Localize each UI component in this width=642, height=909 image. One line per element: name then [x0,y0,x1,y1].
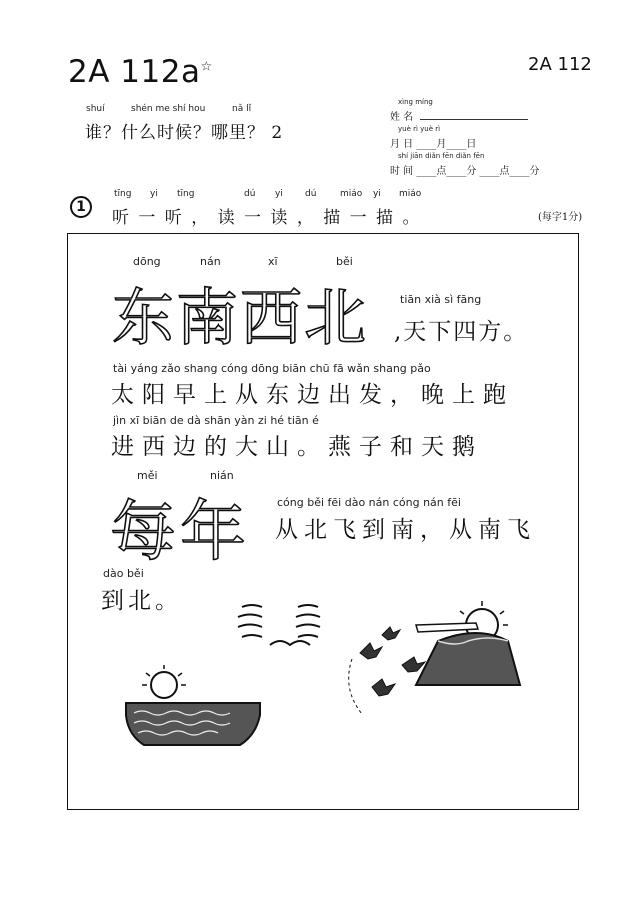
task-number-badge: 1 [70,196,92,218]
line1-pinyin: tiān xià sì fāng [400,293,482,306]
name-field[interactable] [420,119,528,120]
name-pinyin: xìng míng [398,98,433,106]
line1-text: ,天下四方。 [394,319,529,345]
mountain-icon [416,633,520,685]
trace-characters-dongnanxibei[interactable]: 东南西北 [112,281,369,354]
line5-text: 到北。 [101,588,182,614]
corner-code: 2A 112 [528,54,592,75]
time-pinyin: shí jiān diǎn fēn diǎn fēn [398,152,485,160]
scene-illustration [120,595,540,805]
worksheet-code: 2A 112a☆ [68,54,213,90]
big-pinyin-bei: běi [336,255,353,268]
task-pinyin-7: miáo [340,189,363,199]
swallow-icon [349,627,425,714]
task-pinyin-9: miáo [399,189,422,199]
task-pinyin-6: dú [305,189,317,199]
big-pinyin-xi: xī [268,255,278,268]
title-pinyin-3: nǎ lǐ [232,104,252,114]
task-pinyin-3: tīng [177,189,195,199]
geese-icon [238,605,320,645]
title-pinyin-1: shuí [86,104,105,114]
big-pinyin-nan: nán [200,255,221,268]
time-label[interactable]: 时 间 ____点____分 ____点____分 [390,166,540,177]
line4-pinyin: cóng běi fēi dào nán cóng nán fēi [277,496,461,509]
title-pinyin-2: shén me shí hou [131,104,206,114]
task-instruction: 听 一 听 ， 读 一 读 ， 描 一 描 。 [112,208,422,228]
line2-text: 太阳早上从东边出发，晚上跑 [111,382,514,408]
page-title: 谁？什么时候？哪里？ 2 [85,123,284,143]
line4-text: 从北飞到南，从南飞 [275,517,536,543]
big-pinyin-dong: dōng [133,255,161,268]
score-note: (每字1分) [538,212,583,223]
date-pinyin: yuè rì yuè rì [398,125,441,133]
sunset-icon [142,665,186,698]
line3-text: 进西边的大山。燕子和天鹅 [111,434,483,460]
date-label[interactable]: 月 日 ____月____日 [390,139,477,150]
task-pinyin-5: yi [275,189,283,199]
student-info [390,98,610,180]
task-pinyin-1: tīng [114,189,132,199]
trace-characters-meinian[interactable]: 每年 [110,493,250,570]
sea-icon [126,703,260,745]
task-pinyin-2: yi [150,189,158,199]
line2-pinyin: tài yáng zǎo shang cóng dōng biān chū fā wǎn shang pǎo [113,362,431,375]
task-pinyin-8: yi [373,189,381,199]
big-pinyin-nian: nián [210,469,234,482]
star-icon: ☆ [200,59,213,75]
big-pinyin-mei: měi [137,469,158,482]
name-label: 姓 名 [390,112,414,123]
task-pinyin-4: dú [244,189,256,199]
line5-pinyin: dào běi [103,567,144,580]
line3-pinyin: jìn xī biān de dà shān yàn zi hé tiān é [113,414,319,427]
